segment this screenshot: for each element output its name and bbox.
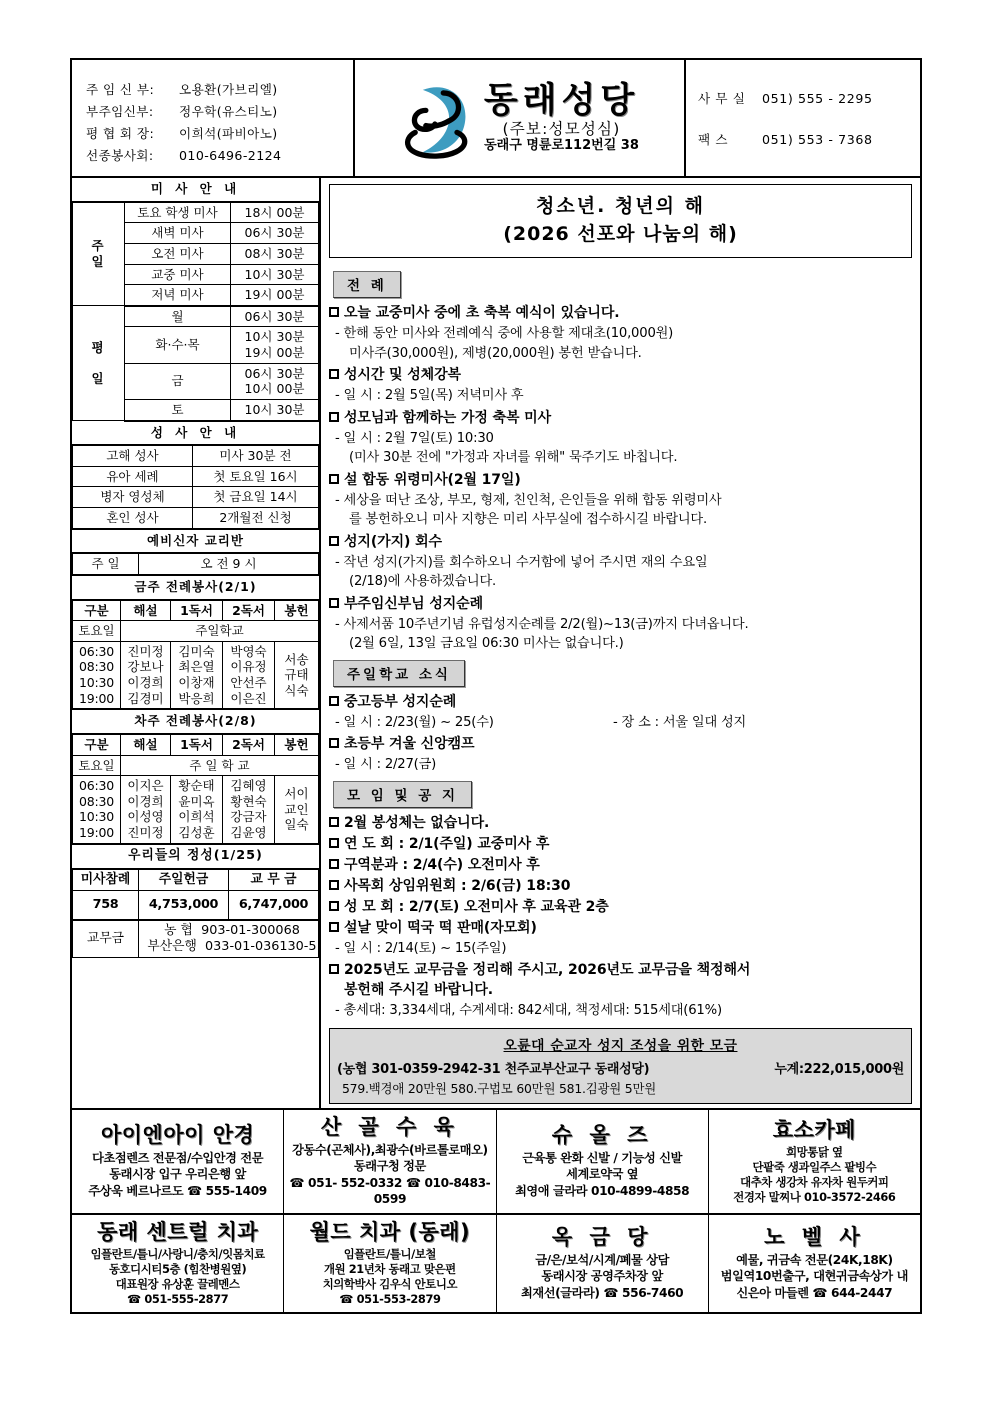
ad-line: 임플란트/틀니/사랑니/충치/잇몸치료 [90, 1246, 265, 1261]
notice-heading: 연 도 회 : 2/1(주일) 교중미사 후 [344, 835, 550, 852]
ad-world-dental[interactable] [284, 1215, 496, 1312]
saturday-label: 토요일 [73, 621, 121, 642]
notice-item [329, 960, 912, 1000]
notice-heading: 2월 봉성체는 없습니다. [344, 814, 490, 831]
table-row [73, 621, 319, 642]
fax-value: 051) 553 - 7368 [762, 132, 873, 147]
mass-name: 저녁 미사 [125, 285, 231, 306]
table-row [73, 890, 319, 920]
fax-number [698, 129, 920, 148]
notice-detail-line: (2/18)에 사용하겠습니다. [349, 574, 497, 589]
ad-line: 대추차 생강차 유자차 원두커피 [740, 1174, 889, 1189]
ad-business-name: 옥 금 당 [551, 1224, 653, 1249]
sacrament-table [72, 422, 319, 530]
checkbox-icon [329, 738, 339, 748]
notice-heading: 오늘 교중미사 중에 초 축복 예식이 있습니다. [344, 305, 620, 321]
left-column [72, 178, 321, 1108]
ad-business-name: 효소카페 [772, 1117, 856, 1142]
commentator-names: 진미정 강보나 이경희 김경미 [121, 641, 171, 709]
column-header-reading2: 2독서 [223, 734, 275, 755]
bulletin-sheet [70, 58, 922, 1314]
staff-label: 평 협 회 장: [86, 125, 155, 141]
notice-heading [344, 960, 750, 1000]
donation-table [72, 845, 319, 958]
mass-time: 10시 30분 19시 00분 [231, 327, 319, 363]
column-header-reading1: 1독서 [171, 734, 223, 755]
ad-line: 임플란트/틀니/보철 [343, 1246, 437, 1261]
ad-line: 다초점렌즈 전문점/수입안경 전문 [92, 1150, 264, 1165]
ad-line: 희망통닭 옆 [786, 1144, 843, 1159]
ad-line: 대표원장 유상훈 끌레멘스 [115, 1276, 240, 1291]
sacrament-name: 고해 성사 [73, 445, 193, 466]
sunday-offering-value: 4,753,000 [139, 890, 229, 920]
mass-time: 18시 00분 [231, 202, 319, 223]
notice-detail-line: - 세상을 떠난 조상, 부모, 형제, 친인척, 은인들을 위해 합동 위령미사 [335, 492, 722, 508]
household-statistics: - 총세대: 3,334세대, 수계세대: 842세대, 책정세대: 515세대(61%) [335, 1003, 722, 1018]
table-header-row [73, 734, 319, 755]
notice-heading: 사목회 상임위원회 : 2/6(금) 18:30 [344, 877, 571, 894]
ad-row [72, 1213, 920, 1312]
weekday-group-label: 평 일 [73, 306, 125, 421]
bulletin-subtitle: (주보:성모성심) [502, 119, 621, 138]
reading2-names: 박영숙 이유정 안선주 이은진 [223, 641, 275, 709]
sacrament-name: 병자 영성체 [73, 487, 193, 508]
catechumen-day: 주 일 [73, 553, 139, 575]
section-header-sunday-school: 주일학교 소식 [333, 660, 465, 687]
table-row [73, 445, 319, 466]
column-header-division: 구분 [73, 600, 121, 621]
notice-item [329, 813, 912, 833]
ad-inai-optical[interactable] [72, 1110, 284, 1213]
column-header-offering: 봉헌 [275, 734, 319, 755]
ad-dongnae-central-dental[interactable] [72, 1215, 284, 1312]
fundraising-total: 누계:222,015,000원 [774, 1061, 904, 1077]
sacrament-time: 2개월전 신청 [193, 508, 319, 529]
ad-line: 근육통 완화 신발 / 기능성 신발 [522, 1150, 682, 1165]
ad-business-name: 슈 올 즈 [551, 1122, 653, 1147]
notice-item [329, 365, 912, 385]
mass-time: 06시 30분 [231, 223, 319, 244]
notice-detail-line: - 한해 동안 미사와 전례예식 중에 사용할 제대초(10,000원) [335, 326, 674, 341]
service-this-week-title: 금주 전례봉사(2/1) [73, 576, 319, 600]
bank-accounts [139, 920, 319, 957]
church-title-block [483, 80, 640, 154]
church-address: 동래구 명륜로112번길 38 [484, 138, 639, 154]
ad-line: 개원 21년차 동래고 맞은편 [323, 1261, 456, 1276]
notice-heading: 설 합동 위령미사(2월 17일) [344, 471, 521, 488]
sacrament-time: 첫 금요일 14시 [193, 487, 319, 508]
notice-item [329, 594, 912, 614]
notice-detail [329, 491, 912, 530]
ad-line: 단팥죽 생과일주스 팥빙수 [752, 1159, 877, 1174]
church-dues-value: 6,747,000 [229, 890, 319, 920]
ad-line: 강동수(곤체사),최광수(바르톨로매오) [292, 1142, 488, 1157]
notice-detail-date: - 일 시 : 2/23(월) ~ 25(수) [335, 714, 494, 730]
notice-heading: 성지(가지) 회수 [344, 533, 442, 550]
notice-heading: 초등부 겨울 신앙캠프 [344, 736, 475, 752]
notice-item [329, 876, 912, 896]
column-header-reading2: 2독서 [223, 600, 275, 621]
attendance-value: 758 [73, 890, 139, 920]
mass-time: 06시 30분 [231, 306, 319, 327]
ad-nobelsa-jewelry[interactable] [709, 1215, 920, 1312]
donation-title: 우리들의 정성(1/25) [73, 845, 319, 869]
notice-detail-line: - 일 시 : 2/27(금) [335, 757, 437, 772]
column-header-commentator: 해설 [121, 734, 171, 755]
reading1-names: 황순태 윤미옥 이희석 김성훈 [171, 776, 223, 844]
staff-row [86, 145, 353, 167]
sacrament-name: 유아 세례 [73, 466, 193, 487]
sacrament-time: 첫 토요일 16시 [193, 466, 319, 487]
column-header-attendance: 미사참례 [73, 869, 139, 890]
notice-item [329, 918, 912, 938]
bulletin-header [72, 60, 920, 178]
notice-item [329, 897, 912, 917]
ad-contact: 최영애 글라라 010-4899-4858 [515, 1183, 690, 1198]
table-row [73, 487, 319, 508]
checkbox-icon [329, 838, 339, 848]
section-header-liturgy: 전 례 [333, 271, 401, 298]
mass-name: 토 [125, 399, 231, 420]
checkbox-icon [329, 536, 339, 546]
notice-detail-line: - 일 시 : 2월 5일(목) 저녁미사 후 [335, 388, 524, 403]
service-times: 06:30 08:30 10:30 19:00 [73, 776, 121, 844]
office-phone-value: 051) 555 - 2295 [762, 91, 873, 106]
checkbox-icon [329, 901, 339, 911]
notice-item [329, 834, 912, 854]
checkbox-icon [329, 817, 339, 827]
notice-heading: 중고등부 성지순례 [344, 693, 457, 710]
saturday-value: 주 일 학 교 [121, 755, 319, 776]
office-phone [698, 88, 920, 107]
notice-detail-line: - 작년 성지(가지)를 회수하오니 수거함에 넣어 주시면 재의 수요일 [335, 554, 708, 570]
table-row [73, 306, 319, 327]
reading2-names: 김혜영 황현숙 강금자 김윤영 [223, 776, 275, 844]
mass-name: 토요 학생 미사 [125, 202, 231, 223]
ad-sangol-suyuk[interactable] [284, 1110, 496, 1213]
bank-number: 903-01-300068 [201, 923, 300, 939]
table-row [73, 920, 319, 957]
notice-detail [329, 386, 912, 406]
ad-line: 동래시장 공영주차장 앞 [541, 1269, 663, 1284]
ad-contact: 주상욱 베르나르도 ☎ 555-1409 [88, 1183, 267, 1198]
ad-schools-shoes[interactable] [497, 1110, 709, 1213]
commentator-names: 이지은 이경희 이성영 진미정 [121, 776, 171, 844]
mass-name: 새벽 미사 [125, 223, 231, 244]
notice-heading: 성시간 및 성체강복 [344, 367, 461, 383]
offering-names: 서송 규태 식숙 [275, 641, 319, 709]
notice-detail-line: - 일 시 : 2/14(토) ~ 15(주일) [335, 940, 507, 956]
table-row [73, 508, 319, 529]
office-phone-label: 사 무 실 [698, 91, 746, 106]
notice-detail [329, 939, 912, 959]
bulletin-body [72, 178, 920, 1108]
mass-name: 월 [125, 306, 231, 327]
table-row [73, 202, 319, 223]
ad-business-name: 노 벨 사 [764, 1224, 865, 1249]
ad-contact: 최재선(글라라) ☎ 556-7460 [520, 1285, 684, 1300]
ad-okgeumdang-jewelry[interactable] [497, 1215, 709, 1312]
checkbox-icon [329, 964, 339, 974]
notice-detail-line: - 일 시 : 2월 7일(토) 10:30 [335, 430, 494, 446]
fundraising-donors: 579.백경애 20만원 580.구법모 60만원 581.김광원 5만원 [342, 1080, 657, 1096]
mass-time: 10시 30분 [231, 399, 319, 420]
reading1-names: 김미숙 최은열 이창재 박응희 [171, 641, 223, 709]
notice-detail-line: - 사제서품 10주년기념 유럽성지순례를 2/2(월)~13(금)까지 다녀옵니다. [335, 616, 749, 632]
ad-line: 동래시장 입구 우리은행 앞 [109, 1167, 246, 1182]
mass-time: 19시 00분 [231, 285, 319, 306]
sacrament-time: 미사 30분 전 [193, 445, 319, 466]
ad-contact: ☎ 051-553-2879 [339, 1291, 441, 1306]
ad-line: 세계로약국 옆 [566, 1167, 639, 1182]
column-header-commentator: 해설 [121, 600, 171, 621]
staff-value: 정우학(유스티노) [179, 103, 278, 119]
ad-line: 예물, 귀금속 전문(24K,18K) [736, 1252, 893, 1267]
notice-detail [329, 713, 912, 733]
main-content [321, 178, 920, 1108]
catechumen-table [72, 530, 319, 576]
saturday-value: 주일학교 [121, 621, 319, 642]
fax-label: 팩 스 [698, 132, 729, 147]
mass-name: 화·수·목 [125, 327, 231, 363]
bank-name: 부산은행 [147, 939, 197, 955]
advertisement-area [72, 1108, 920, 1312]
offering-names: 서이 교인 일숙 [275, 776, 319, 844]
notice-detail [329, 755, 912, 775]
ad-line: 금/은/보석/시계/폐물 상담 [535, 1252, 670, 1267]
notice-detail-place: - 장 소 : 서울 일대 성지 [613, 714, 747, 730]
ad-line: 동래구청 정문 [353, 1159, 426, 1173]
section-header-meetings: 모 임 및 공 지 [333, 781, 472, 808]
ad-business-name: 동래 센트럴 치과 [97, 1219, 259, 1244]
checkbox-icon [329, 369, 339, 379]
mass-time: 06시 30분 10시 00분 [231, 363, 319, 399]
checkbox-icon [329, 922, 339, 932]
column-header-division: 구분 [73, 734, 121, 755]
year-theme-box [329, 184, 912, 258]
mass-name: 금 [125, 363, 231, 399]
contact-block [686, 60, 920, 176]
year-theme-line1: 청소년. 청년의 해 [536, 195, 705, 217]
mass-name: 오전 미사 [125, 243, 231, 264]
sacrament-title: 성 사 안 내 [73, 422, 319, 446]
bank-name: 농 협 [164, 923, 193, 939]
staff-list [72, 60, 355, 176]
table-row [73, 776, 319, 844]
column-header-offering: 봉헌 [275, 600, 319, 621]
notice-item [329, 470, 912, 490]
ad-contact: 전경자 말찌나 010-3572-2466 [733, 1189, 896, 1204]
mass-schedule-title: 미 사 안 내 [73, 178, 319, 202]
notice-detail [329, 429, 912, 468]
checkbox-icon [329, 412, 339, 422]
sacrament-name: 혼인 성사 [73, 508, 193, 529]
notice-heading: 성 모 회 : 2/7(토) 오전미사 후 교육관 2층 [344, 898, 609, 915]
staff-value: 010-6496-2124 [179, 147, 282, 163]
notice-heading-line2: 봉헌해 주시길 바랍니다. [344, 982, 494, 998]
notice-heading: 설날 맞이 떡국 떡 판매(자모회) [344, 919, 537, 936]
staff-value: 이희석(파비아노) [179, 125, 278, 141]
catechumen-title: 예비신자 교리반 [73, 530, 319, 554]
notice-detail-line: (2월 6일, 13일 금요일 06:30 미사는 없습니다.) [349, 636, 624, 651]
table-row [73, 553, 319, 575]
notice-item [329, 408, 912, 428]
notice-item [329, 692, 912, 712]
table-row [73, 641, 319, 709]
table-header-row [73, 600, 319, 621]
notice-detail [329, 615, 912, 654]
fundraising-account-row [337, 1058, 904, 1077]
ad-contact: ☎ 051- 552-0332 ☎ 010-8483-0599 [289, 1175, 491, 1206]
notice-heading: 부주임신부님 성지순례 [344, 595, 484, 612]
fundraising-box [329, 1028, 912, 1104]
fundraising-title: 오륜대 순교자 성지 조성을 위한 모금 [503, 1037, 738, 1054]
notice-detail [329, 324, 912, 363]
ad-line: 치의학박사 김우식 안토니오 [322, 1276, 458, 1291]
column-header-reading1: 1독서 [171, 600, 223, 621]
column-header-church-dues: 교 무 금 [229, 869, 319, 890]
table-header-row [73, 869, 319, 890]
notice-item [329, 532, 912, 552]
checkbox-icon [329, 307, 339, 317]
ad-hyoso-cafe[interactable] [709, 1110, 920, 1213]
table-row [73, 755, 319, 776]
checkbox-icon [329, 696, 339, 706]
mass-name: 교중 미사 [125, 264, 231, 285]
column-header-sunday-offering: 주일헌금 [139, 869, 229, 890]
notice-detail-line: (미사 30분 전에 "가정과 자녀를 위해" 묵주기도 바칩니다. [349, 450, 678, 465]
madonna-and-child-logo-icon [400, 76, 476, 160]
checkbox-icon [329, 598, 339, 608]
notice-heading: 구역분과 : 2/4(수) 오전미사 후 [344, 856, 540, 873]
mass-schedule-table [72, 178, 319, 422]
staff-row [86, 101, 353, 123]
mass-time: 08시 30분 [231, 243, 319, 264]
catechumen-time: 오 전 9 시 [139, 553, 319, 575]
year-theme-line2: (2026 선포와 나눔의 해) [503, 223, 738, 245]
ad-contact: 신은아 마들렌 ☎ 644-2447 [736, 1285, 893, 1300]
service-next-week-title: 차주 전례봉사(2/8) [73, 710, 319, 734]
church-identity [355, 60, 686, 176]
ad-line: 동호디시티5층 (힘찬병원옆) [108, 1261, 247, 1276]
staff-label: 선종봉사회: [86, 147, 154, 163]
staff-row [86, 79, 353, 101]
staff-label: 부주임신부: [86, 103, 154, 119]
ad-business-name: 아이엔아이 안경 [100, 1122, 255, 1147]
mass-time: 10시 30분 [231, 264, 319, 285]
notice-detail-line: 를 봉헌하오니 미사 지향은 미리 사무실에 접수하시길 바랍니다. [349, 512, 707, 527]
notice-item [329, 734, 912, 754]
ad-line: 범일역10번출구, 대현귀금속상가 내 [720, 1269, 909, 1284]
ad-business-name: 월드 치과 (동래) [309, 1219, 471, 1244]
service-next-week-table [72, 710, 319, 844]
fundraising-account: (농협 301-0359-2942-31 천주교부산교구 동래성당) [337, 1061, 650, 1077]
saturday-label: 토요일 [73, 755, 121, 776]
notice-detail [329, 1001, 912, 1021]
notice-detail [329, 553, 912, 592]
staff-value: 오용환(가브리엘) [179, 81, 278, 97]
sunday-group-label: 주 일 [73, 202, 125, 306]
church-name: 동래성당 [483, 80, 640, 121]
bank-number: 033-01-036130-5 [205, 939, 317, 955]
ad-row [72, 1110, 920, 1213]
service-times: 06:30 08:30 10:30 19:00 [73, 641, 121, 709]
staff-label: 주 임 신 부: [86, 81, 155, 97]
notice-heading-line1: 2025년도 교무금을 정리해 주시고, 2026년도 교무금을 책정해서 [344, 962, 751, 978]
staff-row [86, 123, 353, 145]
notice-item [329, 303, 912, 323]
service-this-week-table [72, 576, 319, 710]
notice-heading: 성모님과 함께하는 가정 축복 미사 [344, 409, 552, 426]
ad-contact: ☎ 051-555-2877 [126, 1291, 229, 1306]
checkbox-icon [329, 880, 339, 890]
checkbox-icon [329, 859, 339, 869]
notice-detail-line: 미사주(30,000원), 제병(20,000원) 봉헌 받습니다. [349, 345, 642, 361]
dues-account-label: 교무금 [73, 920, 139, 957]
table-row [73, 466, 319, 487]
ad-business-name: 산 골 수 육 [320, 1114, 459, 1139]
notice-item [329, 855, 912, 875]
checkbox-icon [329, 474, 339, 484]
